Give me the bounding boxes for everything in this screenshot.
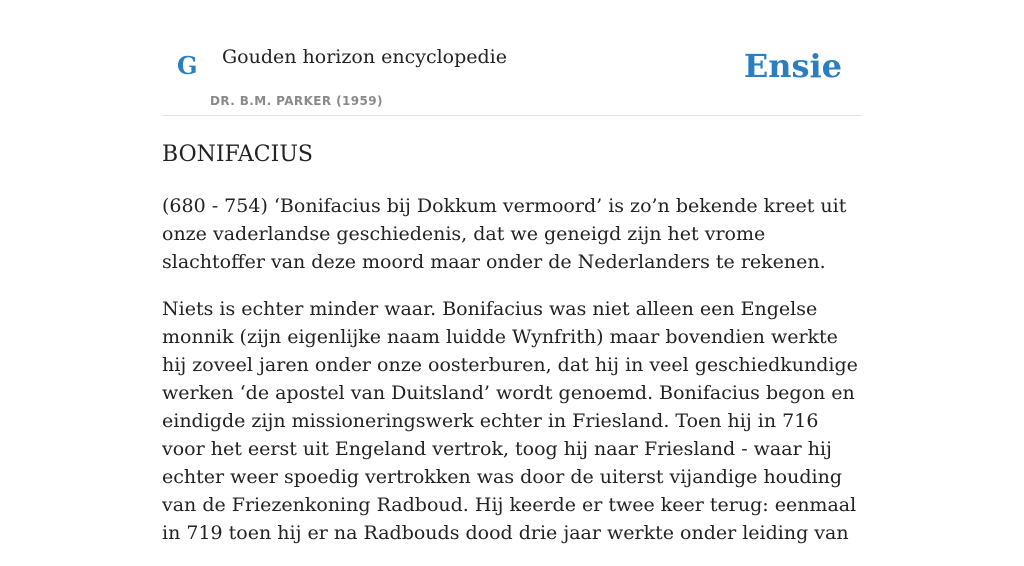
content-container bbox=[162, 0, 862, 544]
entry-paragraph: Niets is echter minder waar. Bonifacius was niet alleen een Engelse monnik (zijn eigenlijke naam luidde Wynfrith) maar bovendien werkte hij zoveel jaren onder onze oosterburen, dat hij in veel geschiedkundige werken ‘de apostel van Duitsland’ wordt genoemd. Bonifacius begon en eindigde zijn missioneringswerk echter in Friesland. Toen hij in 716 voor het eerst uit Engeland vertrok, toog hij naar Friesland - waar hij echter weer spoedig vertrokken was door de uiterst vijandige houding van de Friezenkoning Radboud. Hij keerde er twee keer terug: eenmaal in 719 toen hij er na Radbouds dood drie jaar werkte onder leiding van bbox=[162, 298, 858, 544]
book-author: DR. B.M. PARKER (1959) bbox=[210, 94, 383, 108]
book-logo-icon[interactable]: G bbox=[177, 51, 198, 80]
book-title-link[interactable]: Gouden horizon encyclopedie bbox=[222, 46, 507, 68]
ensie-logo-link[interactable]: Ensie bbox=[743, 47, 842, 85]
entry-body bbox=[162, 192, 862, 566]
page-header bbox=[162, 0, 862, 116]
entry-title: BONIFACIUS bbox=[162, 142, 313, 167]
entry-paragraph: (680 - 754) ‘Bonifacius bij Dokkum vermoord’ is zo’n bekende kreet uit onze vaderlandse geschiedenis, dat we geneigd zijn het vrome slachtoffer van deze moord maar onder de Nederlanders te rekenen. bbox=[162, 195, 847, 273]
